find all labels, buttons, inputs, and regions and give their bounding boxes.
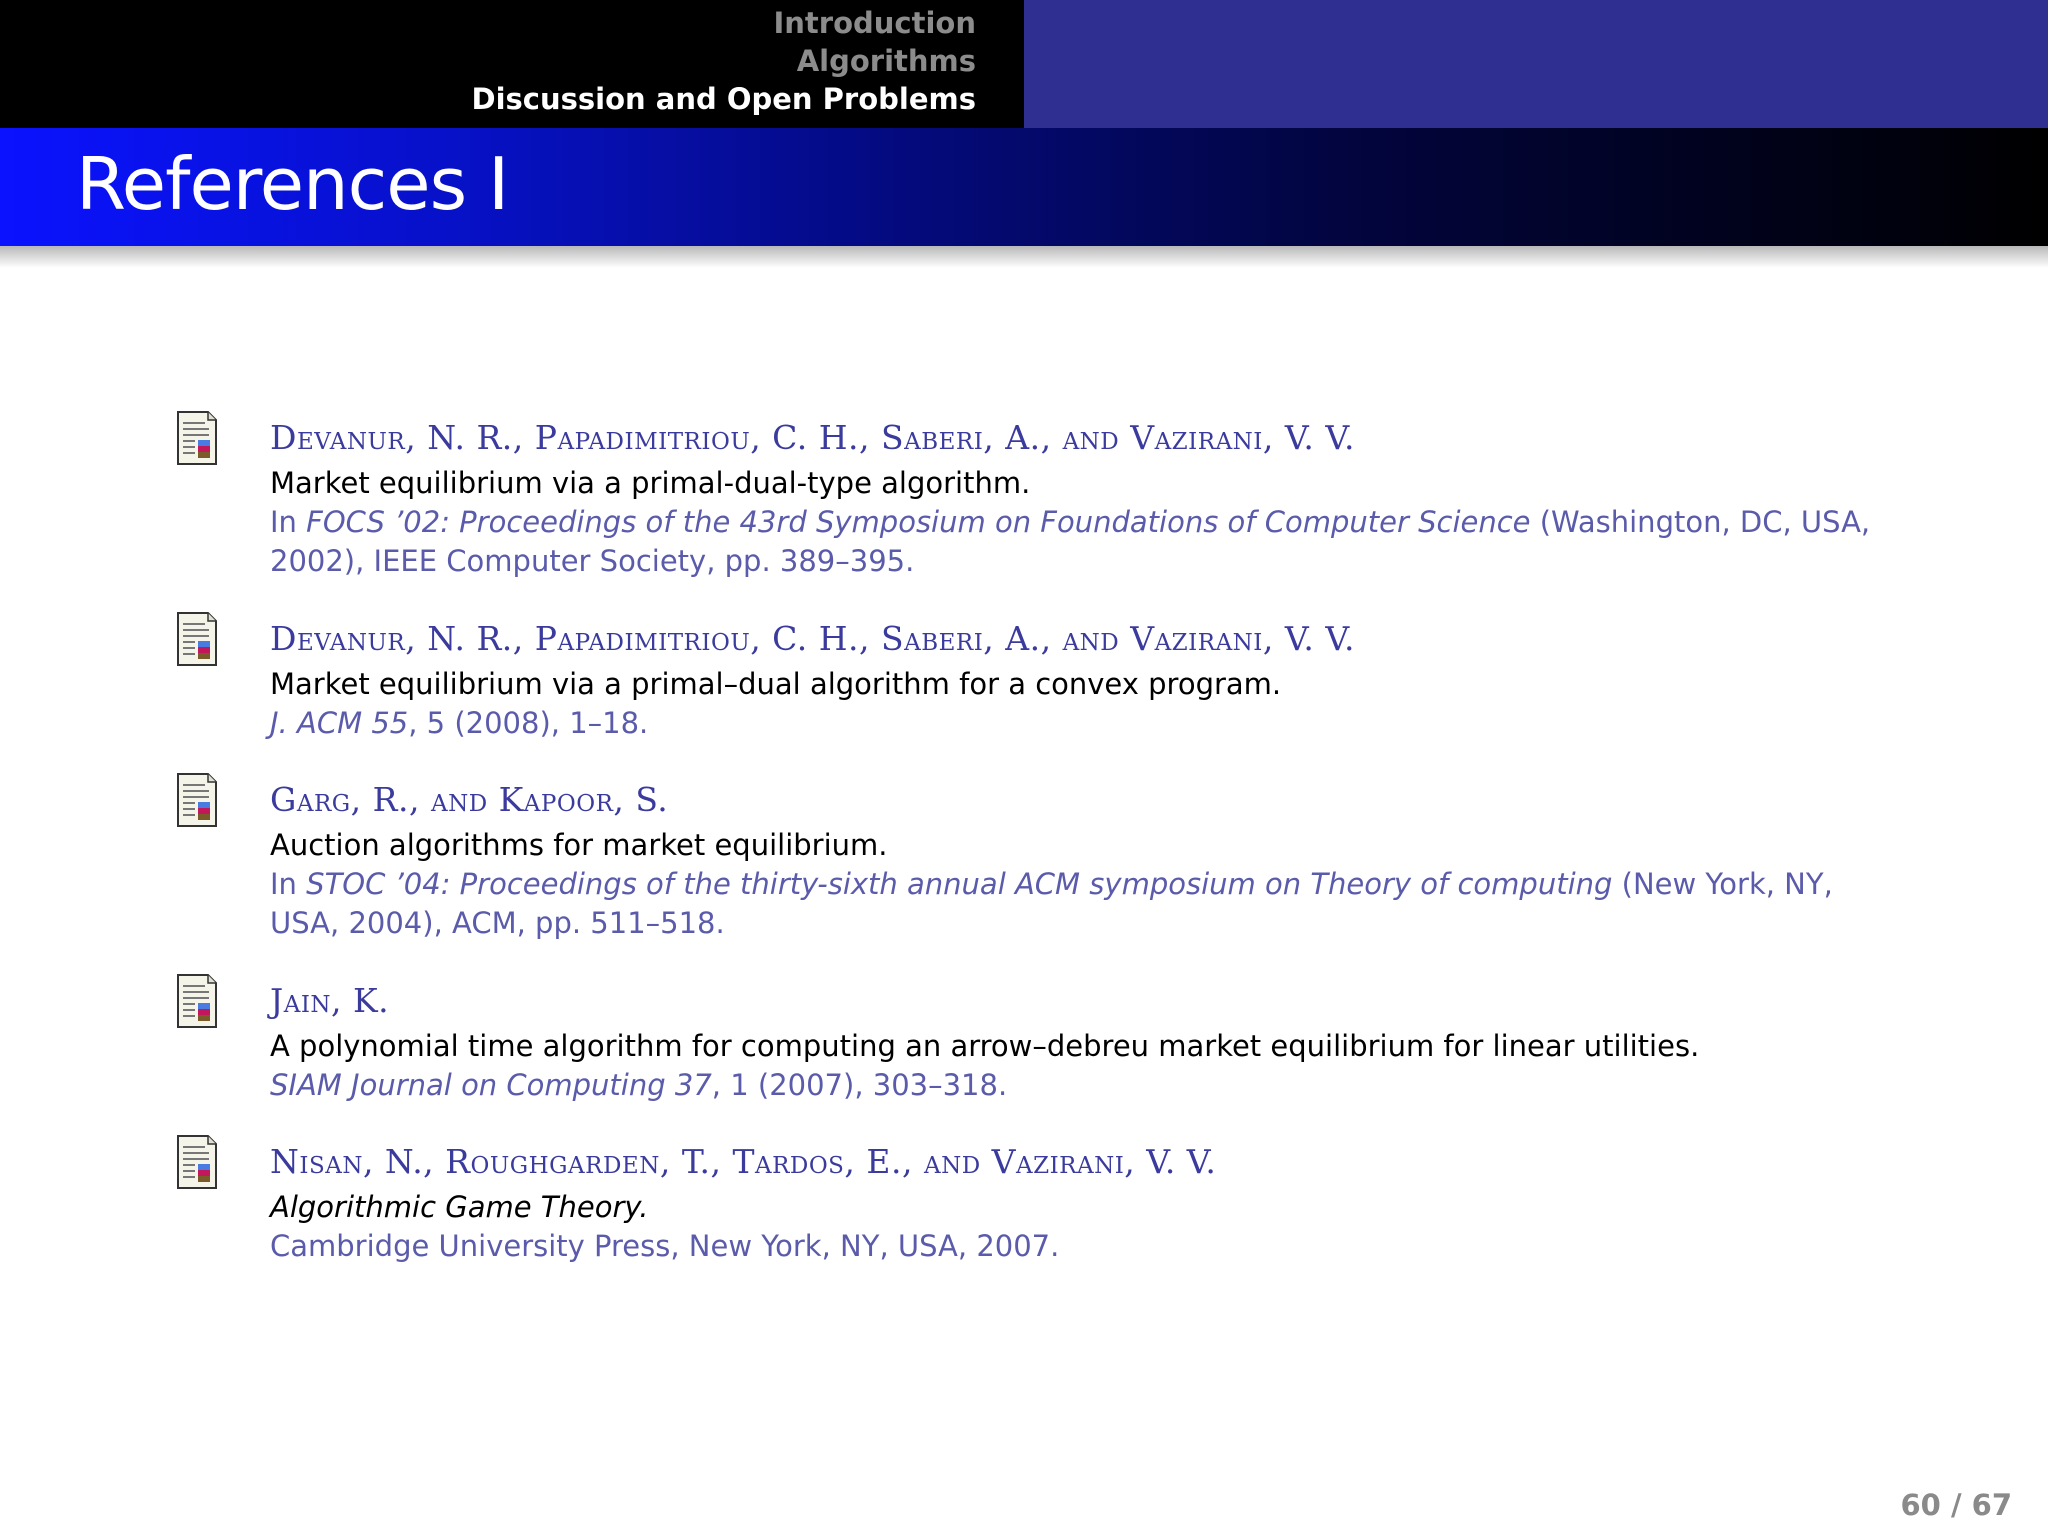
page-number: 60 / 67 <box>1900 1488 2012 1522</box>
venue-suffix: (Washington, DC, USA, 2002), IEEE Computer Society, pp. 389–395. <box>270 505 1871 578</box>
reference-title: Market equilibrium via a primal-dual-type algorithm. <box>270 466 1031 500</box>
venue-italic: J. ACM 55 <box>270 706 409 740</box>
reference-title: Algorithmic Game Theory. <box>270 1190 649 1224</box>
reference-authors: Jain, K. <box>270 981 390 1020</box>
reference-venue <box>270 503 1890 581</box>
nav-section-discussion[interactable]: Discussion and Open Problems <box>471 82 976 116</box>
article-document-icon <box>176 410 218 466</box>
venue-prefix: Cambridge University Press, New York, NY, USA, 2007. <box>270 1229 1060 1263</box>
article-document-icon <box>176 611 218 667</box>
venue-suffix: , 1 (2007), 303–318. <box>711 1068 1008 1102</box>
reference-text <box>270 611 1890 743</box>
reference-authors: Devanur, N. R., Papadimitriou, C. H., Saberi, A., and Vazirani, V. V. <box>270 619 1355 658</box>
reference-title: Market equilibrium via a primal–dual algorithm for a convex program. <box>270 667 1282 701</box>
reference-text <box>270 973 1890 1105</box>
reference-venue <box>270 1227 1890 1266</box>
venue-italic: FOCS ’02: Proceedings of the 43rd Symposium on Foundations of Computer Science <box>306 505 1531 539</box>
reference-title: Auction algorithms for market equilibrium. <box>270 828 888 862</box>
venue-suffix: , 5 (2008), 1–18. <box>408 706 649 740</box>
reference-venue <box>270 1066 1890 1105</box>
reference-authors: Nisan, N., Roughgarden, T., Tardos, E., and Vazirani, V. V. <box>270 1142 1217 1181</box>
reference-authors: Garg, R., and Kapoor, S. <box>270 780 669 819</box>
venue-prefix: In <box>270 867 307 901</box>
venue-italic: STOC ’04: Proceedings of the thirty-sixth annual ACM symposium on Theory of computing <box>306 867 1613 901</box>
nav-section-algorithms[interactable]: Algorithms <box>796 44 976 78</box>
venue-prefix: In <box>270 505 307 539</box>
venue-italic: SIAM Journal on Computing 37 <box>270 1068 712 1102</box>
frame-title: References I <box>76 142 509 226</box>
venue-suffix: (New York, NY, USA, 2004), ACM, pp. 511–518. <box>270 867 1833 940</box>
reference-text <box>270 772 1890 943</box>
reference-venue <box>270 865 1890 943</box>
reference-venue <box>270 704 1890 743</box>
article-document-icon <box>176 1134 218 1190</box>
article-document-icon <box>176 772 218 828</box>
reference-authors: Devanur, N. R., Papadimitriou, C. H., Saberi, A., and Vazirani, V. V. <box>270 418 1355 457</box>
reference-text <box>270 1134 1890 1266</box>
reference-title: A polynomial time algorithm for computing an arrow–debreu market equilibrium for linear utilities. <box>270 1029 1700 1063</box>
reference-text <box>270 410 1890 581</box>
article-document-icon <box>176 973 218 1029</box>
nav-section-introduction[interactable]: Introduction <box>773 6 976 40</box>
